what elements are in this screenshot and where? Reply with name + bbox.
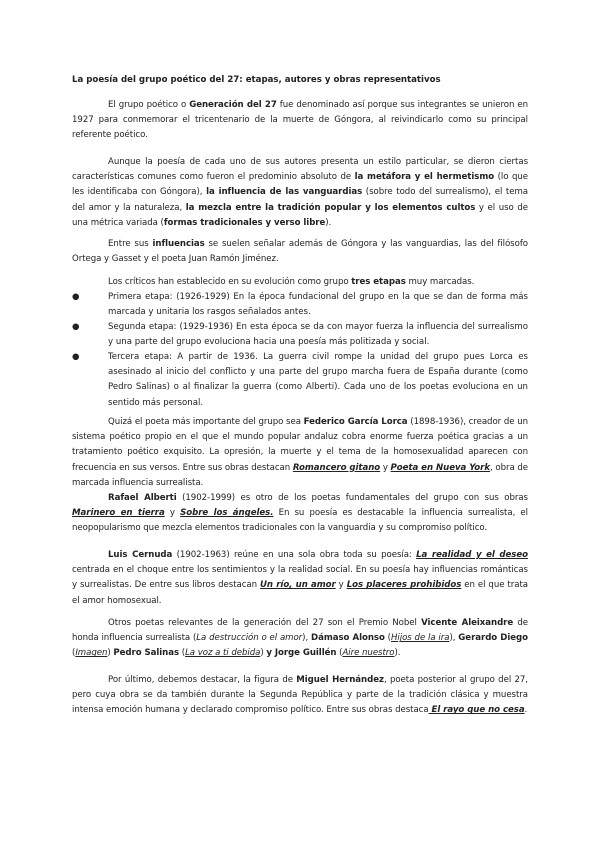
paragraph-other-poets xyxy=(72,616,528,662)
bold-term: Gerardo Diego xyxy=(458,633,528,644)
paragraph-characteristics xyxy=(72,155,528,231)
text: ) xyxy=(260,648,267,659)
paragraph-lorca xyxy=(72,415,528,491)
text: , obra de marcada influencia surrealista. xyxy=(72,462,529,488)
text: ) xyxy=(107,648,114,659)
bold-term: Generación del 27 xyxy=(189,100,277,110)
bold-term: Federico García Lorca xyxy=(303,417,408,427)
bold-term: formas tradicionales y verso libre xyxy=(163,217,326,228)
text: en el que trata el amor homosexual. xyxy=(72,580,528,606)
work-title: Los placeres prohibidos xyxy=(346,580,462,591)
bold-term: influencias xyxy=(152,239,205,249)
text: Quizá el poeta más importante del grupo sea xyxy=(108,417,304,427)
text: y xyxy=(164,508,181,519)
work-title: Romancero gitano xyxy=(292,462,381,473)
bold-term: Pedro Salinas xyxy=(113,648,180,659)
paragraph-hernandez xyxy=(72,673,528,719)
work-title: El rayo que no cesa xyxy=(428,705,525,716)
text: ). xyxy=(325,217,332,228)
bold-term: la influencia de las vanguardias xyxy=(206,187,363,198)
text: Aunque la poesía de cada uno de sus autores presenta un estilo particular, se dieron ciertas características comunes como fueron el predominio absoluto de xyxy=(72,157,528,183)
text: fue denominado así porque sus integrantes se unieron en 1927 para conmemorar el tricentenario de la muerte de Góngora, al reivindicarlo como su principal referente poético. xyxy=(72,100,528,141)
bullet-icon: ● xyxy=(72,352,80,362)
text: y el uso de una métrica variada ( xyxy=(72,202,529,228)
work-title: La realidad y el deseo xyxy=(416,550,528,560)
text: ), xyxy=(302,633,311,644)
text: El grupo poético o xyxy=(108,100,190,110)
bold-term: tres etapas xyxy=(351,277,406,287)
text: y xyxy=(380,462,391,473)
text: . xyxy=(524,705,528,716)
paragraph-stages xyxy=(72,275,528,290)
work-title: Poeta en Nueva York xyxy=(390,462,490,473)
work-title: La voz a ti debida xyxy=(185,648,261,659)
text: de honda influencia surrealista ( xyxy=(72,618,528,644)
text: En su poesía es destacable la influencia surrealista, el neopopularismo que mezcla elementos tradicionales con la vanguardia y su compromiso político. xyxy=(72,508,528,534)
bullet-text: Primera etapa: (1926-1929) En la época fundacional del grupo en la que se dan de forma más marcada y unitaria los rasgos señalados antes. xyxy=(108,292,528,318)
text: ). xyxy=(394,648,401,659)
text: y xyxy=(335,580,347,591)
text: (lo que les identificaba con Góngora), xyxy=(72,172,528,198)
work-title: Marinero en tierra xyxy=(72,508,165,519)
document-title: La poesía del grupo poético del 27: etapas, autores y obras representativos xyxy=(72,75,441,85)
bullet-icon: ● xyxy=(72,292,80,302)
bold-term: Dámaso Alonso xyxy=(311,633,385,644)
text: (1902-1999) es otro de los poetas fundamentales del grupo con sus obras xyxy=(176,493,528,503)
paragraph-cernuda xyxy=(72,548,528,609)
text: ( xyxy=(384,633,391,644)
bullet-icon: ● xyxy=(72,322,80,332)
work-title: Un río, un amor xyxy=(260,580,336,591)
paragraph-influences xyxy=(72,237,528,267)
text: (sobre todo del surrealismo), el tema del amor y la naturaleza, xyxy=(72,187,528,213)
work-title: Sobre los ángeles. xyxy=(180,508,274,519)
bullet-text: Segunda etapa: (1929-1936) En esta época se da con mayor fuerza la influencia del surrealismo y una parte del grupo evoluciona hacia una poesía más politizada y social. xyxy=(108,322,528,348)
work-title: Imagen xyxy=(75,648,108,659)
paragraph-intro xyxy=(72,98,528,144)
text: Entre sus xyxy=(108,239,153,249)
work-title: Aire nuestro xyxy=(342,648,395,659)
bold-term: la mezcla entre la tradición popular y los elementos cultos xyxy=(185,202,476,213)
work-title: La destrucción o el amor xyxy=(196,633,303,644)
bold-term: Miguel Hernández xyxy=(296,675,384,685)
text: centrada en el choque entre los sentimientos y la realidad social. En su poesía hay influencias románticas y surrealistas. De entre sus libros destacan xyxy=(72,565,528,591)
text: , poeta posterior al grupo del 27, pero cuya obra se da también durante la Segunda República y parte de la tradición clásica y muestra intensa emoción humana y declarado compromiso político. Entre sus obras destaca xyxy=(72,675,528,716)
bold-term: la metáfora y el hermetismo xyxy=(354,172,495,183)
bold-term: Rafael Alberti xyxy=(108,493,177,503)
bullet-item xyxy=(72,350,528,411)
text: ), xyxy=(449,633,459,644)
work-title: Hijos de la ira xyxy=(390,633,450,644)
text: se suelen señalar además de Góngora y las vanguardias, las del filósofo Ortega y Gasset y el poeta Juan Ramón Jiménez. xyxy=(72,239,529,265)
text: (1898-1936), creador de un sistema poético propio en el que el mundo popular andaluz cobra enorme fuerza poética gracias a un tratamiento poético exquisito. La opresión, la muerte y el tema de la homosexualidad aparecen con frecuencia en sus versos. Entre sus obras destacan xyxy=(72,417,528,473)
text: ( xyxy=(72,648,76,659)
text: Por último, debemos destacar, la figura de xyxy=(108,675,297,685)
text: Los críticos han establecido en su evolución como grupo xyxy=(108,277,352,287)
bullet-item xyxy=(72,320,528,350)
text: Otros poetas relevantes de la generación del 27 son el Premio Nobel xyxy=(108,618,422,628)
bold-term: Vicente Aleixandre xyxy=(421,618,514,628)
text: ( xyxy=(179,648,186,659)
paragraph-alberti xyxy=(72,491,528,537)
bold-term: y Jorge Guillén xyxy=(266,648,337,659)
text: muy marcadas. xyxy=(405,277,475,287)
bullet-item xyxy=(72,290,528,320)
text: (1902-1963) reúne en una sola obra toda su poesía: xyxy=(172,550,417,560)
text: ( xyxy=(336,648,343,659)
bold-term: Luis Cernuda xyxy=(108,550,173,560)
bullet-text: Tercera etapa: A partir de 1936. La guerra civil rompe la unidad del grupo pues Lorca es asesinado al inicio del conflicto y una parte del grupo marcha fuera de España durante (como Pedro Salinas) o al finalizar la guerra (como Alberti). Cada uno de los poetas evoluciona en un sentido más personal. xyxy=(108,352,528,408)
